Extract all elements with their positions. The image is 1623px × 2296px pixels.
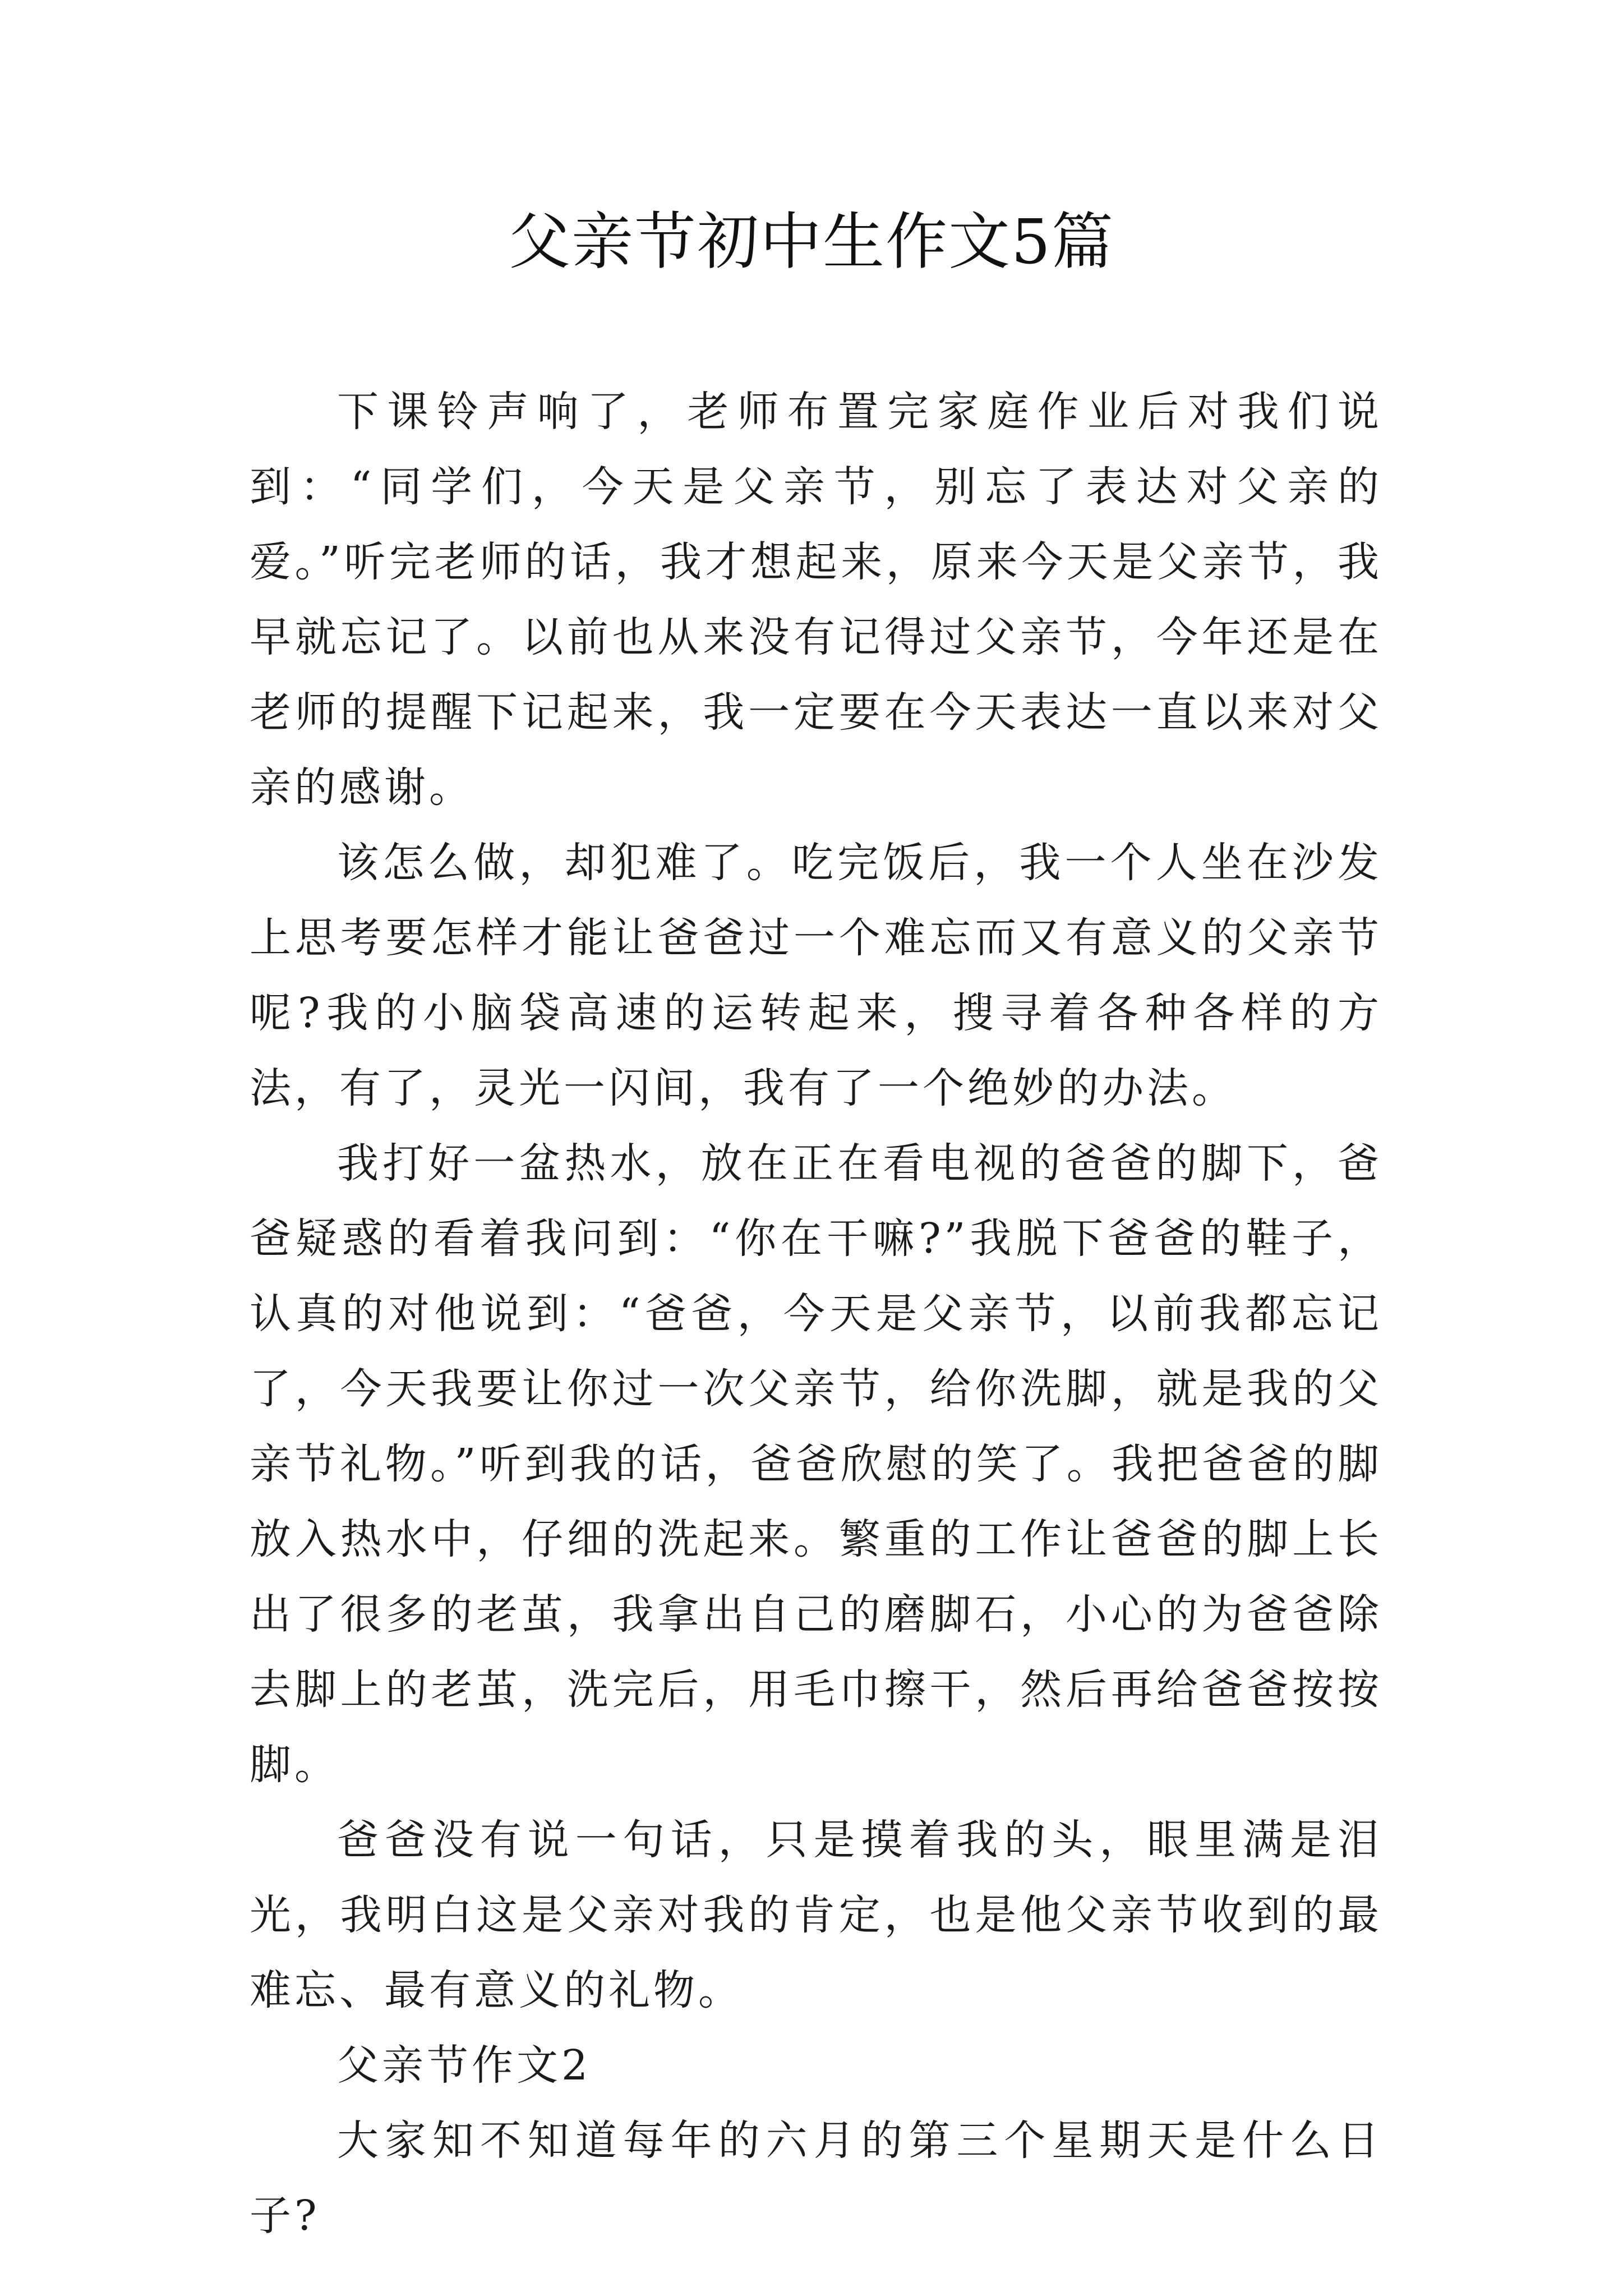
paragraph-3: 我打好一盆热水，放在正在看电视的爸爸的脚下，爸爸疑惑的看着我问到：“你在干嘛?”我脱下爸爸的鞋子，认真的对他说到：“爸爸，今天是父亲节，以前我都忘记了，今天我要让你过一次父亲节，给你洗脚，就是我的父亲节礼物。”听到我的话，爸爸欣慰的笑了。我把爸爸的脚放入热水中，仔细的洗起来。繁重的工作让爸爸的脚上长出了很多的老茧，我拿出自己的磨脚石，小心的为爸爸除去脚上的老茧，洗完后，用毛巾擦干，然后再给爸爸按按脚。 [250,1139,1382,1789]
paragraph-2: 该怎么做，却犯难了。吃完饭后，我一个人坐在沙发上思考要怎样才能让爸爸过一个难忘而又有意义的父亲节呢?我的小脑袋高速的运转起来，搜寻着各种各样的方法，有了，灵光一闪间，我有了一个绝妙的办法。 [250,839,1382,1112]
paragraph-1: 下课铃声响了，老师布置完家庭作业后对我们说到：“同学们，今天是父亲节，别忘了表达对父亲的爱。”听完老师的话，我才想起来，原来今天是父亲节，我早就忘记了。以前也从来没有记得过父亲节，今年还是在老师的提醒下记起来，我一定要在今天表达一直以来对父亲的感谢。 [250,388,1382,812]
document-title: 父亲节初中生作文5篇 [509,206,1114,278]
paragraph-4: 爸爸没有说一句话，只是摸着我的头，眼里满是泪光，我明白这是父亲对我的肯定，也是他父亲节收到的最难忘、最有意义的礼物。 [250,1816,1382,2014]
document-body [250,374,1382,2253]
paragraph-5: 大家知不知道每年的六月的第三个星期天是什么日子? [250,2116,1382,2240]
section-heading-2: 父亲节作文2 [337,2041,592,2090]
